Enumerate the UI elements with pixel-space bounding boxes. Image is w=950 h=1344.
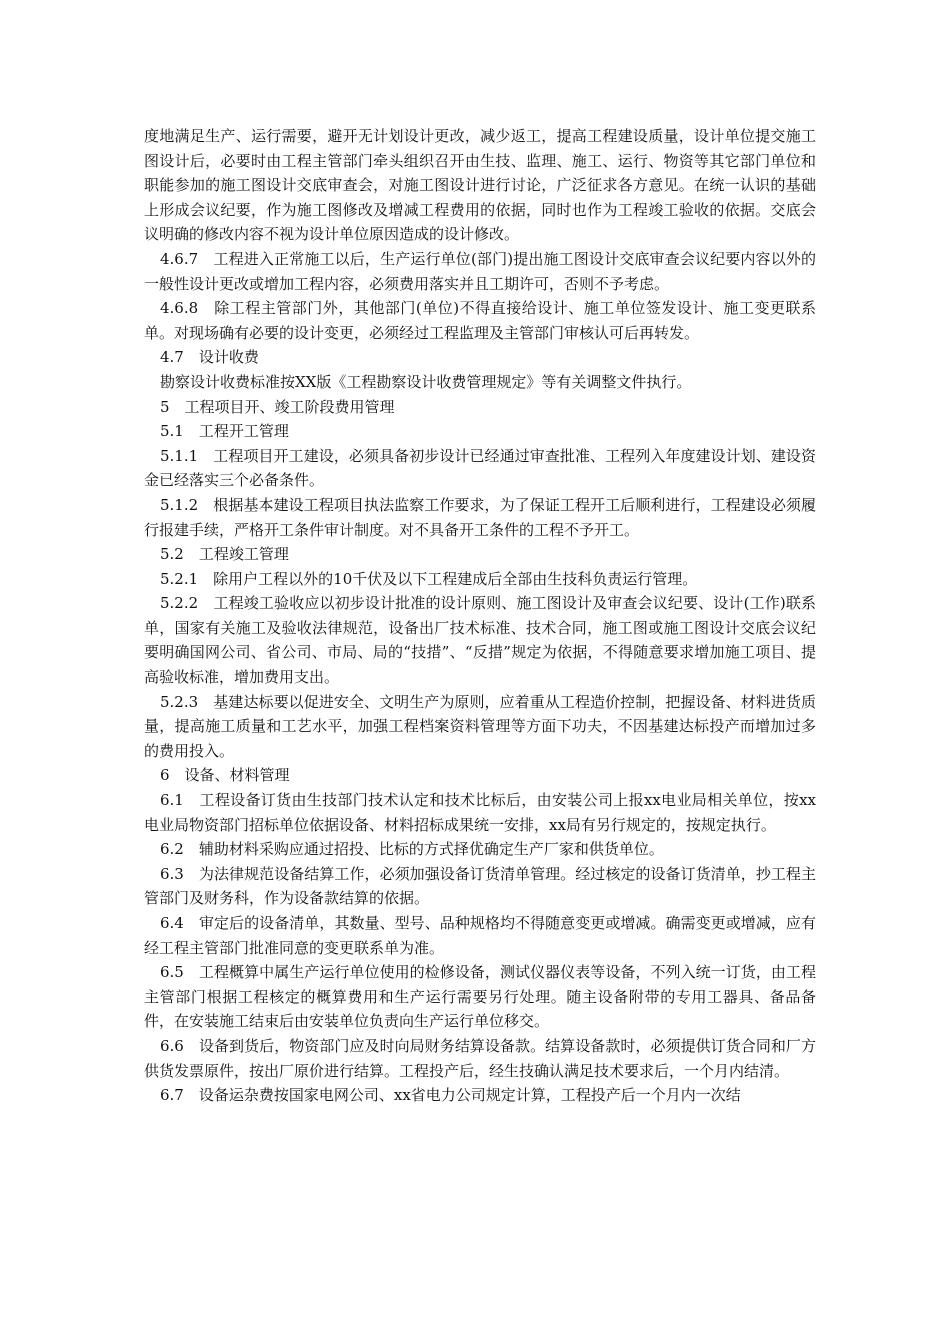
heading-5-2: 5.2 工程竣工管理 bbox=[160, 545, 289, 564]
paragraph-6-3: 6.3 为法律规范设备结算工作，必须加强设备订货清单管理。经过核定的设备订货清单，抄工程主管部门及财务科，作为设备款结算的依据。 bbox=[144, 864, 816, 908]
document-body bbox=[144, 124, 816, 1108]
heading-4-7: 4.7 设计收费 bbox=[160, 348, 259, 367]
paragraph-4-6-8: 4.6.8 除工程主管部门外，其他部门(单位)不得直接给设计、施工单位签发设计、施工变更联系单。对现场确有必要的设计变更，必须经过工程监理及主管部门审核认可后再转发。 bbox=[144, 299, 816, 342]
paragraph-4-6-6-continuation: 度地满足生产、运行需要，避开无计划设计更改，减少返工，提高工程建设质量，设计单位提交施工图设计后，必要时由工程主管部门牵头组织召开由生技、监理、施工、运行、物资等其它部门单位和职能参加的施工图设计交底审查会，对施工图设计进行讨论，广泛征求各方意见。在统一认识的基础上形成会议纪要，作为施工图修改及增减工程费用的依据，同时也作为工程竣工验收的依据。交底会议明确的修改内容不视为设计单位原因造成的设计修改。 bbox=[144, 127, 816, 244]
paragraph-6-1: 6.1 工程设备订货由生技部门技术认定和技术比标后，由安装公司上报xx电业局相关单位，按xx电业局物资部门招标单位依据设备、材料招标成果统一安排，xx局有另行规定的，按规定执行。 bbox=[144, 791, 816, 834]
paragraph-5-1-2: 5.1.2 根据基本建设工程项目执法监察工作要求，为了保证工程开工后顺利进行，工程建设必须履行报建手续，严格开工条件审计制度。对不具备开工条件的工程不予开工。 bbox=[144, 495, 816, 539]
paragraph-5-2-2: 5.2.2 工程竣工验收应以初步设计批准的设计原则、施工图设计及审查会议纪要、设计(工作)联系单，国家有关施工及验收法律规范，设备出厂技术标准、技术合同，施工图或施工图设计交底会议纪要明确国网公司、省公司、市局、局的“技措”、“反措”规定为依据，不得随意要求增加施工项目、提高验收标准，增加费用支出。 bbox=[144, 594, 816, 687]
paragraph-6-7: 6.7 设备运杂费按国家电网公司、xx省电力公司规定计算，工程投产后一个月内一次结 bbox=[160, 1086, 741, 1105]
paragraph-survey-fee: 勘察设计收费标准按XX版《工程勘察设计收费管理规定》等有关调整文件执行。 bbox=[160, 372, 692, 391]
heading-5: 5 工程项目开、竣工阶段费用管理 bbox=[160, 397, 395, 416]
paragraph-6-4: 6.4 审定后的设备清单，其数量、型号、品种规格均不得随意变更或增减。确需变更或增减，应有经工程主管部门批准同意的变更联系单为准。 bbox=[144, 914, 816, 957]
paragraph-5-2-3: 5.2.3 基建达标要以促进安全、文明生产为原则，应着重从工程造价控制，把握设备、材料进货质量，提高施工质量和工艺水平，加强工程档案资料管理等方面下功夫，不因基建达标投产而增加过多的费用投入。 bbox=[144, 692, 816, 760]
paragraph-6-2: 6.2 辅助材料采购应通过招投、比标的方式择优确定生产厂家和供货单位。 bbox=[160, 840, 664, 859]
paragraph-6-6: 6.6 设备到货后，物资部门应及时向局财务结算设备款。结算设备款时，必须提供订货合同和厂方供货发票原件，按出厂原价进行结算。工程投产后，经生技确认满足技术要求后，一个月内结清。 bbox=[144, 1036, 816, 1080]
paragraph-4-6-7: 4.6.7 工程进入正常施工以后，生产运行单位(部门)提出施工图设计交底审查会议纪要内容以外的一般性设计更改或增加工程内容，必须费用落实并且工期许可，否则不予考虑。 bbox=[144, 249, 816, 293]
paragraph-6-5: 6.5 工程概算中属生产运行单位使用的检修设备，测试仪器仪表等设备，不列入统一订货，由工程主管部门根据工程核定的概算费用和生产运行需要另行处理。随主设备附带的专用工器具、备品备件，在安装施工结束后由安装单位负责向生产运行单位移交。 bbox=[144, 963, 816, 1031]
paragraph-5-1-1: 5.1.1 工程项目开工建设，必须具备初步设计已经通过审查批准、工程列入年度建设计划、建设资金已经落实三个必备条件。 bbox=[144, 446, 816, 490]
paragraph-5-2-1: 5.2.1 除用户工程以外的10千伏及以下工程建成后全部由生技科负责运行管理。 bbox=[160, 569, 698, 588]
heading-6: 6 设备、材料管理 bbox=[160, 766, 290, 785]
heading-5-1: 5.1 工程开工管理 bbox=[160, 422, 289, 441]
